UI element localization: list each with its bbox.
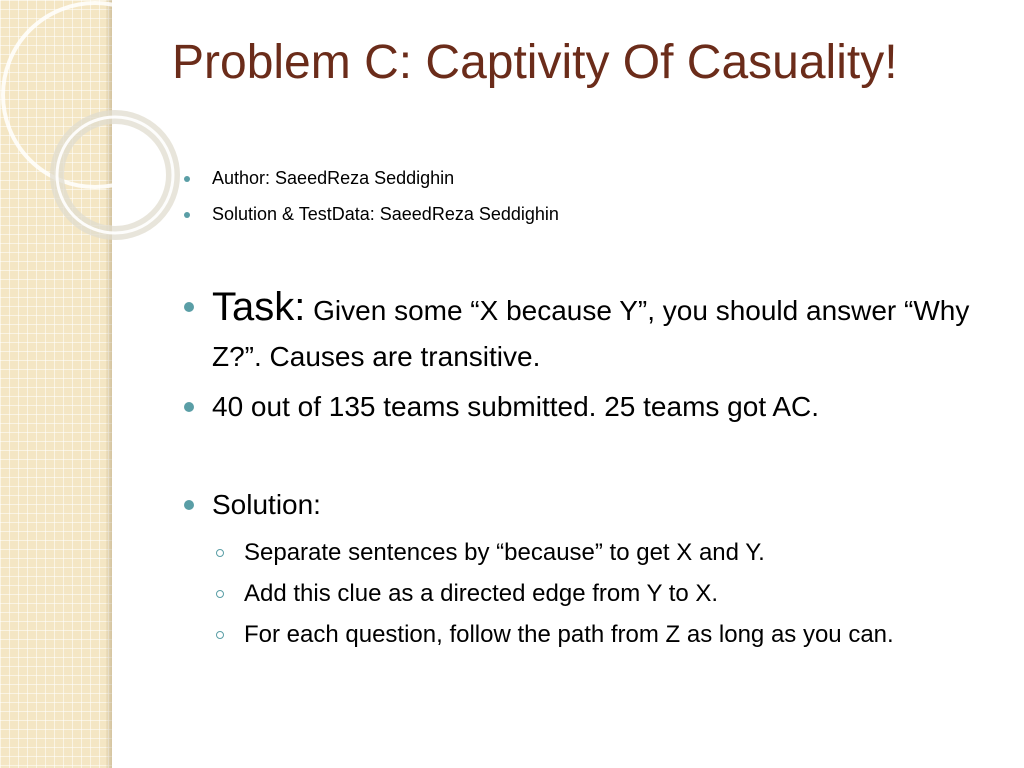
slide-content — [180, 166, 980, 651]
stats-item — [180, 384, 980, 430]
decorative-band — [0, 0, 112, 768]
author-item — [180, 166, 980, 190]
task-text: Given some “X because Y”, you should answer “Why Z?”. Causes are transitive. — [212, 295, 970, 372]
solution-step-text: Separate sentences by “because” to get X and Y. — [244, 539, 765, 566]
task-item — [180, 284, 980, 380]
sub-bullet-icon — [216, 590, 224, 598]
solution-step — [180, 577, 980, 610]
stats-text: 40 out of 135 teams submitted. 25 teams got AC. — [212, 391, 820, 422]
bullet-icon — [184, 212, 190, 218]
spacer — [180, 430, 980, 482]
testdata-item — [180, 202, 980, 226]
solution-step-text: Add this clue as a directed edge from Y to X. — [244, 580, 719, 607]
sub-bullet-icon — [216, 549, 224, 557]
bullet-icon — [184, 176, 190, 182]
solution-step — [180, 536, 980, 569]
solution-label: Solution: — [212, 489, 321, 520]
slide-title: Problem C: Captivity Of Casuality! — [172, 36, 898, 89]
sub-bullet-icon — [216, 631, 224, 639]
author-text: Author: SaeedReza Seddighin — [212, 168, 455, 188]
bullet-icon — [184, 402, 194, 412]
bullet-icon — [184, 500, 194, 510]
bullet-icon — [184, 302, 194, 312]
solution-step-text: For each question, follow the path from Z as long as you can. — [244, 621, 894, 648]
testdata-text: Solution & TestData: SaeedReza Seddighin — [212, 204, 559, 224]
solution-item — [180, 482, 980, 528]
band-edge — [106, 0, 112, 768]
task-label: Task: — [212, 285, 306, 329]
solution-step — [180, 618, 980, 651]
